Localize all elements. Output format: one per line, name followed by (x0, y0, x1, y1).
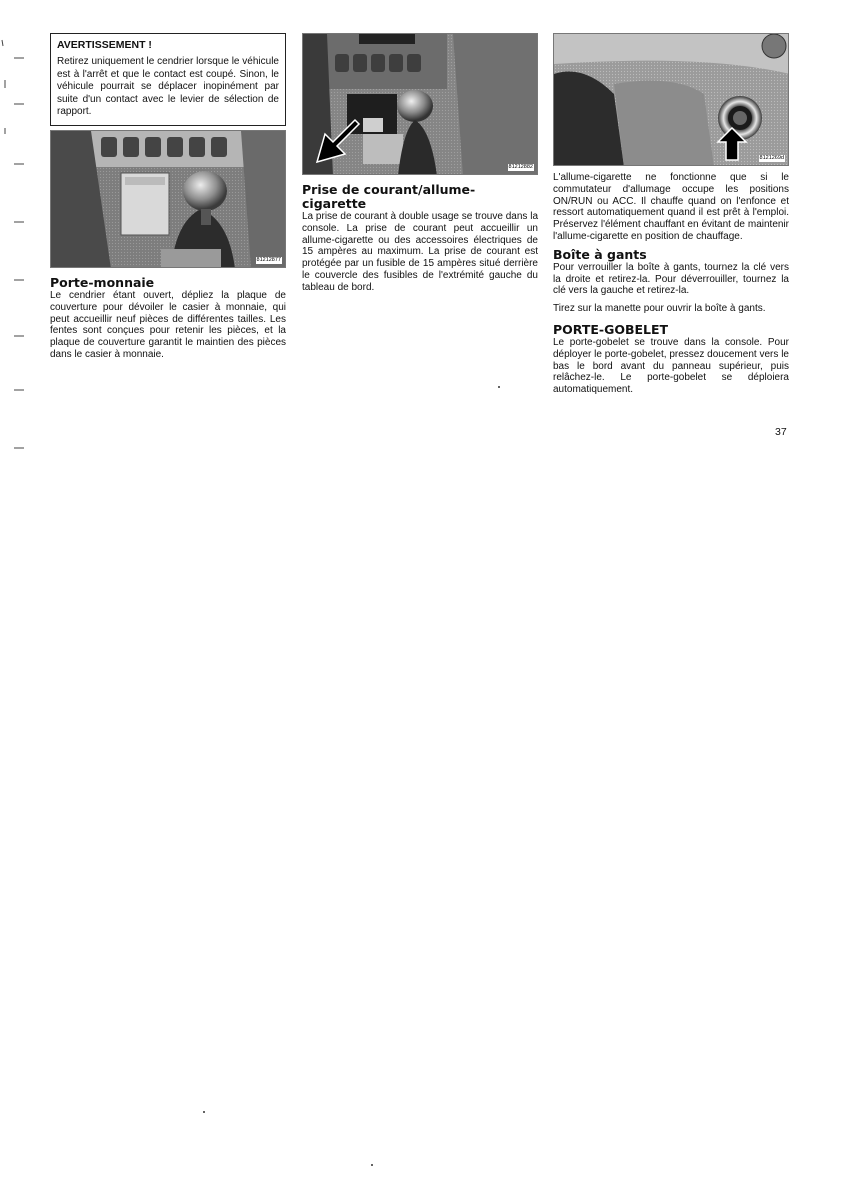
warning-text: Retirez uniquement le cendrier lorsque le véhicule est à l'arrêt et que le contact est coupé. Sinon, le véhicule pourrait se déplacer inopinément par suite d'un contact avec le levier de sélection de rapport. (57, 56, 279, 118)
scan-speck (371, 1164, 373, 1166)
figure-code: 8121269d (759, 155, 784, 161)
figure-code: 81212877 (256, 256, 281, 263)
power-outlet-photo (303, 34, 538, 175)
scan-speck (498, 386, 500, 388)
margin-marks (0, 0, 30, 460)
figure-coin-holder (50, 130, 286, 268)
text-boite-gants-1: Pour verrouiller la boîte à gants, tournez la clé vers la droite et retirez-la. Pour déverrouiller, tournez la clé vers la gauche et retirez-la. (553, 261, 789, 297)
figure-power-outlet (302, 33, 538, 175)
figure-code: 81212882 (508, 164, 533, 170)
coin-holder-photo (51, 131, 286, 268)
column-middle (302, 33, 538, 294)
text-prise-courant: La prise de courant à double usage se trouve dans la console. La prise de courant peut accueillir un allume-cigarette ou des accessoires électriques de 15 ampères au maximum. La prise de courant est protégée par un fusible de 15 ampères situé derrière le couvercle des fusibles de l'extrémité gauche du tableau de bord. (302, 211, 538, 293)
scan-speck (203, 1111, 205, 1113)
figure-cigarette-lighter (553, 33, 789, 166)
warning-box (50, 33, 286, 126)
warning-title: AVERTISSEMENT ! (57, 39, 152, 51)
column-right (553, 33, 789, 396)
margin-marks-graphic (0, 0, 30, 460)
cigarette-lighter-photo (554, 34, 789, 166)
text-porte-gobelet: Le porte-gobelet se trouve dans la console. Pour déployer le porte-gobelet, pressez doucement vers le bas le bord avant du panneau supérieur, puis relâchez-le. Le porte-gobelet se déploiera automatiquement. (553, 336, 789, 396)
page-number: 37 (775, 426, 787, 438)
heading-boite-gants: Boîte à gants (553, 246, 647, 262)
column-left (50, 33, 286, 361)
text-porte-monnaie: Le cendrier étant ouvert, dépliez la plaque de couverture pour dévoiler le casier à monnaie, qui peut accueillir neuf pièces de différentes tailles. Les fentes sont conçues pour retenir les pièces, et la plaque de couverture garantit le maintien des pièces dans le casier à monnaie. (50, 289, 286, 360)
heading-porte-monnaie: Porte-monnaie (50, 274, 155, 290)
heading-prise-courant: Prise de courant/allume-cigarette (302, 182, 476, 211)
heading-porte-gobelet: PORTE-GOBELET (553, 321, 669, 337)
text-boite-gants-2: Tirez sur la manette pour ouvrir la boîte à gants. (553, 303, 766, 315)
text-allume-cigarette: L'allume-cigarette ne fonctionne que si le commutateur d'allumage occupe les positions ON/RUN ou ACC. Il chauffe quand on l'enfonce et ressort automatiquement quand il est prêt à l'emploi. Préservez l'élément chauffant en évitant de maintenir l'allume-cigarette en position de chauffage. (553, 172, 789, 242)
